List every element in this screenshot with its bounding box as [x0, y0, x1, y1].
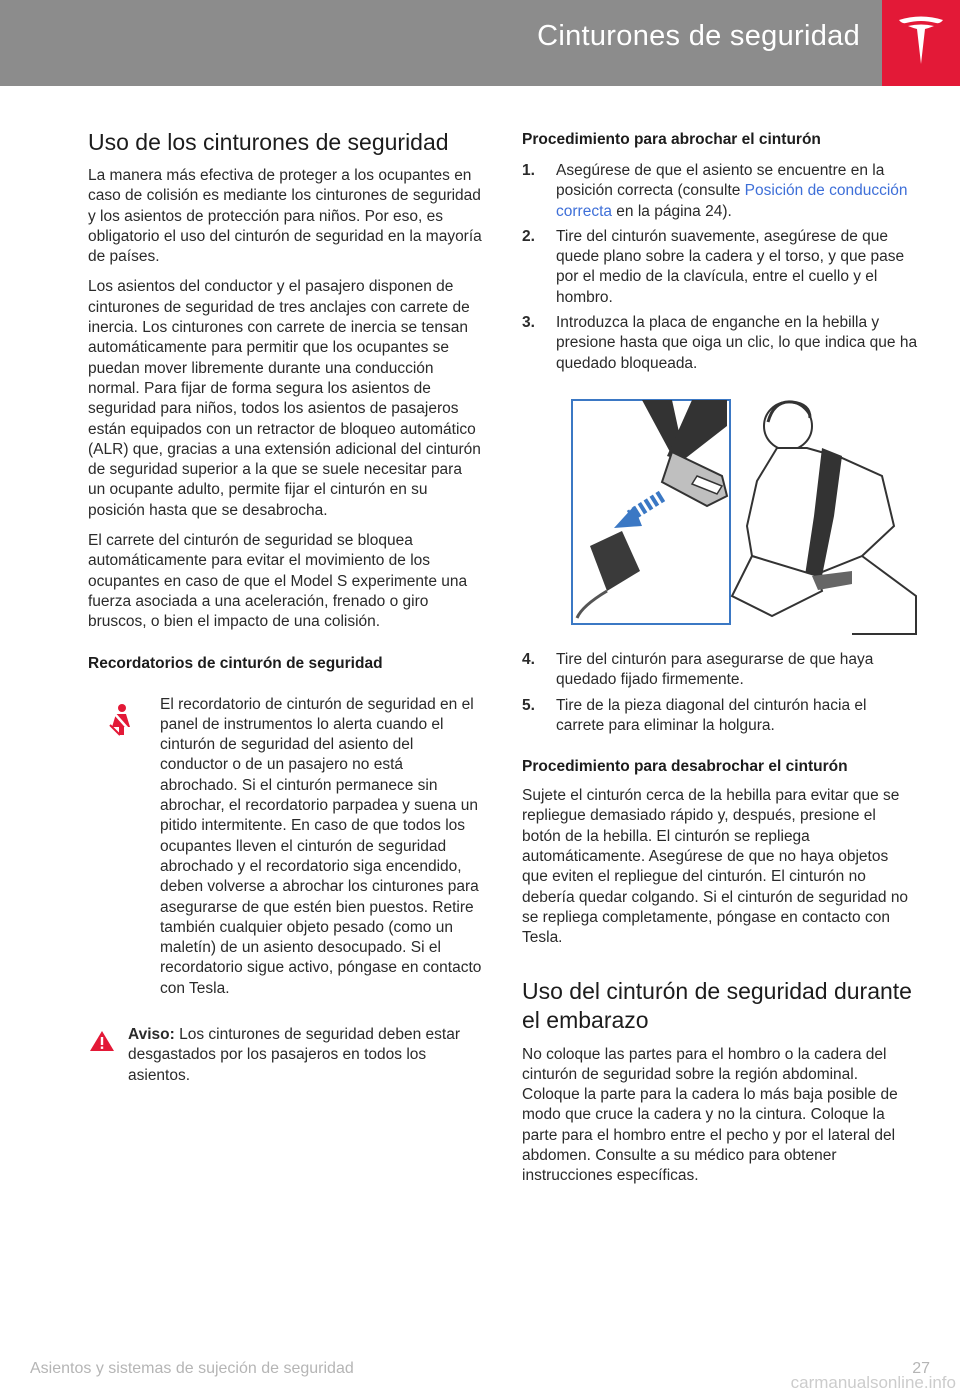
warning-triangle-icon [89, 1030, 115, 1052]
brand-logo-box [882, 0, 960, 86]
seatbelt-warning-icon [108, 703, 134, 737]
paragraph-pregnancy: No coloque las partes para el hombro o la cadera del cinturón de seguridad sobre la región abdominal. Coloque la parte para la cadera lo más baja posible de modo que cruce la cadera y no la cintura. Coloque la parte para el hombro entre el pecho y por el lateral del abdomen. Consulte a su médico para obtener instrucciones específicas. [522, 1045, 898, 1185]
step-text: Asegúrese de que el asiento se encuentre en la posición correcta (consulte [556, 162, 885, 200]
step-2 [522, 227, 918, 308]
step-1 [522, 161, 918, 222]
header-title: Cinturones de seguridad [537, 20, 860, 52]
step-text: Tire del cinturón suavemente, asegúrese de que quede plano sobre la cadera y el torso, y que pase por el medio de la clavícula, entre el cuello y el hombro. [556, 227, 905, 306]
buckle-illustration [522, 386, 918, 636]
step-number: 1. [522, 162, 535, 179]
warning-label: Aviso: [128, 1025, 175, 1043]
step-text: Tire de la pieza diagonal del cinturón hacia el carrete para eliminar la holgura. [556, 696, 867, 734]
step-number: 5. [522, 696, 535, 714]
footer-section-title: Asientos y sistemas de sujeción de seguridad [30, 1360, 354, 1377]
paragraph-intro: La manera más efectiva de proteger a los ocupantes en caso de colisión es mediante los cinturones de seguridad y los asientos de protección para niños. Por eso, es obligatorio el uso del cinturón de seguridad en la mayoría de países. [88, 167, 482, 266]
warning-text: Los cinturones de seguridad deben estar desgastados por los pasajeros en todos los asientos. [128, 1025, 461, 1084]
reminder-note [88, 695, 482, 999]
step-text: Tire del cinturón para asegurarse de que haya quedado fijado firmemente. [556, 650, 874, 689]
paragraph-inertia-reels: Los asientos del conductor y el pasajero disponen de cinturones de seguridad de tres anclajes con carrete de inercia. Los cinturones con carrete de inercia se tensan automáticamente para permitir que los ocupantes se puedan mover libremente durante una conducción normal. Para fijar de forma segura los asientos de seguridad para niños, todos los asientos de pasajeros están equipados con un retractor de bloqueo automático (ALR) que, gracias a una extensión adicional del cinturón de seguridad superior a la que se suele necesitar para un ocupante adulto, permite fijar el cinturón en su posición hasta que se desabrocha. [88, 278, 481, 519]
watermark: carmanualsonline.info [790, 1373, 956, 1392]
driving-position-link[interactable]: Posición de conducción correcta [556, 182, 908, 220]
tesla-logo-icon [896, 14, 946, 70]
reminder-note-text: El recordatorio de cinturón de seguridad en el panel de instrumentos lo alerta cuando el cinturón de seguridad del asiento del conductor o de un pasajero no está abrochado. Si el cinturón permanece sin abrochar, el recordatorio parpadea y suena un pitido intermitente. En caso de que todos los ocupantes lleven el cinturón de seguridad abrochado y el recordatorio siga encendido, deben volverse a abrochar los cinturones para asegurarse de que estén bien puestos. Retire también cualquier objeto pesado (como un maletín) de un asiento desocupado. Si el recordatorio sigue activo, póngase en contacto con Tesla. [160, 695, 482, 997]
step-4 [522, 650, 918, 691]
fasten-steps-continued [522, 650, 918, 736]
subheading-fasten: Procedimiento para abrochar el cinturón [522, 131, 821, 148]
warning-note [88, 1025, 482, 1086]
left-column [88, 128, 482, 1096]
section-heading-pregnancy: Uso del cinturón de seguridad durante el embarazo [522, 977, 912, 1033]
subheading-unfasten: Procedimiento para desabrochar el cinturón [522, 758, 848, 776]
step-text-end: en la página 24). [612, 202, 732, 220]
paragraph-unfasten: Sujete el cinturón cerca de la hebilla para evitar que se repliegue demasiado rápido y, después, presione el botón de la hebilla. El cinturón se repliega automáticamente. Asegúrese de que no haya objetos que eviten el repliegue del cinturón. El cinturón no debería quedar colgando. Si el cinturón de seguridad no se repliega completamente, póngase en contacto con Tesla. [522, 787, 909, 947]
step-3 [522, 313, 918, 374]
buckle-illustration-svg [522, 386, 918, 636]
subheading-reminders: Recordatorios de cinturón de seguridad [88, 654, 383, 672]
section-heading-seatbelt-use: Uso de los cinturones de seguridad [88, 129, 449, 155]
fasten-steps [522, 161, 918, 374]
footer-page-number: 27 [912, 1360, 930, 1377]
page-header [0, 0, 960, 86]
step-number: 2. [522, 227, 535, 245]
step-5 [522, 696, 918, 737]
paragraph-auto-lock: El carrete del cinturón de seguridad se bloquea automáticamente para evitar el movimiento de los ocupantes en caso de que el Model S experimente una fuerza asociada a una aceleración, frenado o giro bruscos, o bien el impacto de una colisión. [88, 532, 468, 631]
right-column [522, 128, 918, 1197]
step-number: 4. [522, 650, 535, 668]
step-text: Introduzca la placa de enganche en la hebilla y presione hasta que oiga un clic, lo que indica que ha quedado bloqueada. [556, 314, 918, 372]
step-number: 3. [522, 314, 535, 332]
